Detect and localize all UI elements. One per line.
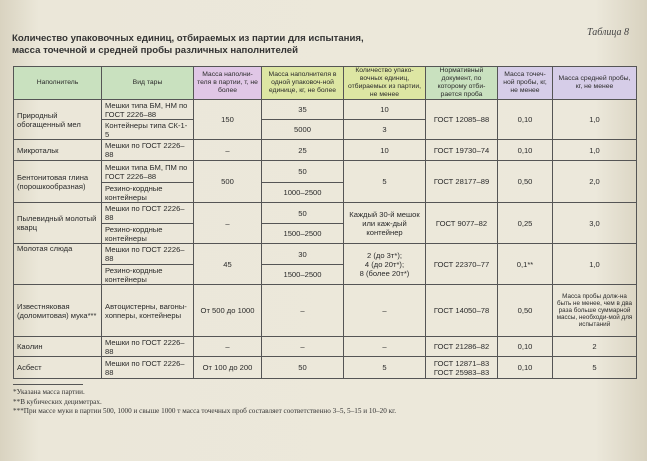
table-row [14,285,637,337]
count-line: 8 (более 20т*) [359,268,410,278]
cell-unit-mass: 50 [262,357,344,379]
cell-norm-doc: ГОСТ 12085–88 [426,100,498,140]
cell-unit-mass: 1500–2500 [262,265,344,285]
footnote-3: ***При массе муки в партии 500, 1000 и свыше 1000 т масса точечных проб составляет соответственно 3–5, 5–15 и 10–20 кг. [13,407,397,415]
cell-unit-mass: 1000–2500 [262,183,344,203]
cell-units-count: – [344,337,426,357]
cell-unit-mass: – [262,285,344,337]
header-unit-mass: Масса наполнителя в одной упаковоч-ной единице, кг, не более [262,67,344,100]
cell-container: Мешки по ГОСТ 2226–88 [102,357,194,379]
cell-norm-doc [426,357,498,379]
table-row [14,161,637,183]
table-row [14,140,637,161]
cell-unit-mass: – [262,337,344,357]
header-filler: Наполнитель [14,67,102,100]
data-table [13,66,637,379]
cell-container: Мешки по ГОСТ 2226–88 [102,203,194,224]
cell-avg-mass: Масса пробы долж-на быть не менее, чем в два раза больше суммарной массы, необходи-мой для испытаний [553,285,637,337]
cell-point-mass: 0,10 [498,337,553,357]
cell-filler: Молотая слюда [14,244,102,285]
cell-lot-mass: – [194,140,262,161]
cell-container: Автоцистерны, вагоны-хопперы, контейнеры [102,285,194,337]
cell-avg-mass: 1,0 [553,244,637,285]
cell-lot-mass: От 500 до 1000 [194,285,262,337]
title-line-2: масса точечной и средней пробы различных наполнителей [12,45,298,56]
cell-unit-mass: 35 [262,100,344,120]
doc-line: ГОСТ 12871–83 [433,358,490,368]
cell-avg-mass: 1,0 [553,140,637,161]
footnote-2: **В кубических дециметрах. [13,397,102,406]
cell-lot-mass: – [194,337,262,357]
cell-norm-doc: ГОСТ 28177–89 [426,161,498,203]
table-row [14,100,637,120]
cell-container: Мешки по ГОСТ 2226–88 [102,244,194,265]
header-row [14,67,637,100]
header-container: Вид тары [102,67,194,100]
cell-unit-mass: 1500–2500 [262,224,344,244]
cell-lot-mass: – [194,203,262,244]
cell-container: Контейнеры типа СК-1-5 [102,120,194,140]
cell-unit-mass: 5000 [262,120,344,140]
header-avg-mass: Масса средней пробы, кг, не менее [553,67,637,100]
cell-filler: Асбест [14,357,102,379]
cell-container: Мешки типа БМ, НМ по ГОСТ 2226–88 [102,100,194,120]
cell-filler: Микротальк [14,140,102,161]
table-row [14,357,637,379]
cell-norm-doc: ГОСТ 19730–74 [426,140,498,161]
cell-avg-mass: 1,0 [553,100,637,140]
cell-unit-mass: 30 [262,244,344,265]
cell-avg-mass: 2 [553,337,637,357]
cell-container: Резино-кордные контейнеры [102,265,194,285]
cell-container: Резино-кордные контейнеры [102,224,194,244]
cell-container: Резино-кордные контейнеры [102,183,194,203]
cell-point-mass: 0,25 [498,203,553,244]
cell-units-count: Каждый 30-й мешок или каж-дый контейнер [344,203,426,244]
header-units-count: Количество упако-вочных единиц, отбираемых из партии, не менее [344,67,426,100]
cell-norm-doc: ГОСТ 14050–78 [426,285,498,337]
cell-unit-mass: 25 [262,140,344,161]
cell-container: Мешки по ГОСТ 2226–88 [102,337,194,357]
cell-units-count: 10 [344,140,426,161]
cell-norm-doc: ГОСТ 9077–82 [426,203,498,244]
cell-norm-doc: ГОСТ 21286–82 [426,337,498,357]
cell-lot-mass: 45 [194,244,262,285]
cell-units-count: 10 [344,100,426,120]
table-row [14,244,637,265]
table-row [14,203,637,224]
header-norm-doc: Нормативный документ, по которому отби-рается проба [426,67,498,100]
cell-lot-mass: 150 [194,100,262,140]
cell-filler: Пылевидный молотый кварц [14,203,102,244]
footnote-1: *Указана масса партии. [13,388,85,396]
cell-unit-mass: 50 [262,203,344,224]
cell-point-mass: 0,50 [498,285,553,337]
cell-units-count [344,244,426,285]
cell-units-count: – [344,285,426,337]
cell-units-count: 5 [344,161,426,203]
cell-unit-mass: 50 [262,161,344,183]
cell-lot-mass: 500 [194,161,262,203]
table-title [12,33,532,57]
footnotes [13,384,633,417]
cell-avg-mass: 5 [553,357,637,379]
cell-filler: Бентонитовая глина (порошкообразная) [14,161,102,203]
header-lot-mass: Масса наполни-теля в партии, т, не более [194,67,262,100]
cell-filler: Известняковая (доломитовая) мука*** [14,285,102,337]
table-row [14,337,637,357]
cell-units-count: 5 [344,357,426,379]
cell-point-mass: 0,10 [498,140,553,161]
cell-units-count: 3 [344,120,426,140]
count-line: 4 (до 20т*); [364,259,405,269]
count-line: 2 (до 3т*); [367,250,402,260]
title-line-1: Количество упаковочных единиц, отбираемых из партии для испытания, [12,33,364,44]
cell-avg-mass: 2,0 [553,161,637,203]
cell-container: Мешки типа БМ, ПМ по ГОСТ 2226–88 [102,161,194,183]
table-caption: Таблица 8 [587,27,629,38]
cell-lot-mass: От 100 до 200 [194,357,262,379]
footnote-divider [13,384,83,385]
cell-point-mass: 0,10 [498,100,553,140]
cell-avg-mass: 3,0 [553,203,637,244]
cell-filler: Природный обогащенный мел [14,100,102,140]
cell-point-mass: 0,50 [498,161,553,203]
cell-filler: Каолин [14,337,102,357]
cell-container: Мешки по ГОСТ 2226–88 [102,140,194,161]
cell-point-mass: 0,1** [498,244,553,285]
doc-line: ГОСТ 25983–83 [433,367,490,377]
header-point-mass: Масса точеч-ной пробы, кг, не менее [498,67,553,100]
cell-point-mass: 0,10 [498,357,553,379]
cell-norm-doc: ГОСТ 22370–77 [426,244,498,285]
